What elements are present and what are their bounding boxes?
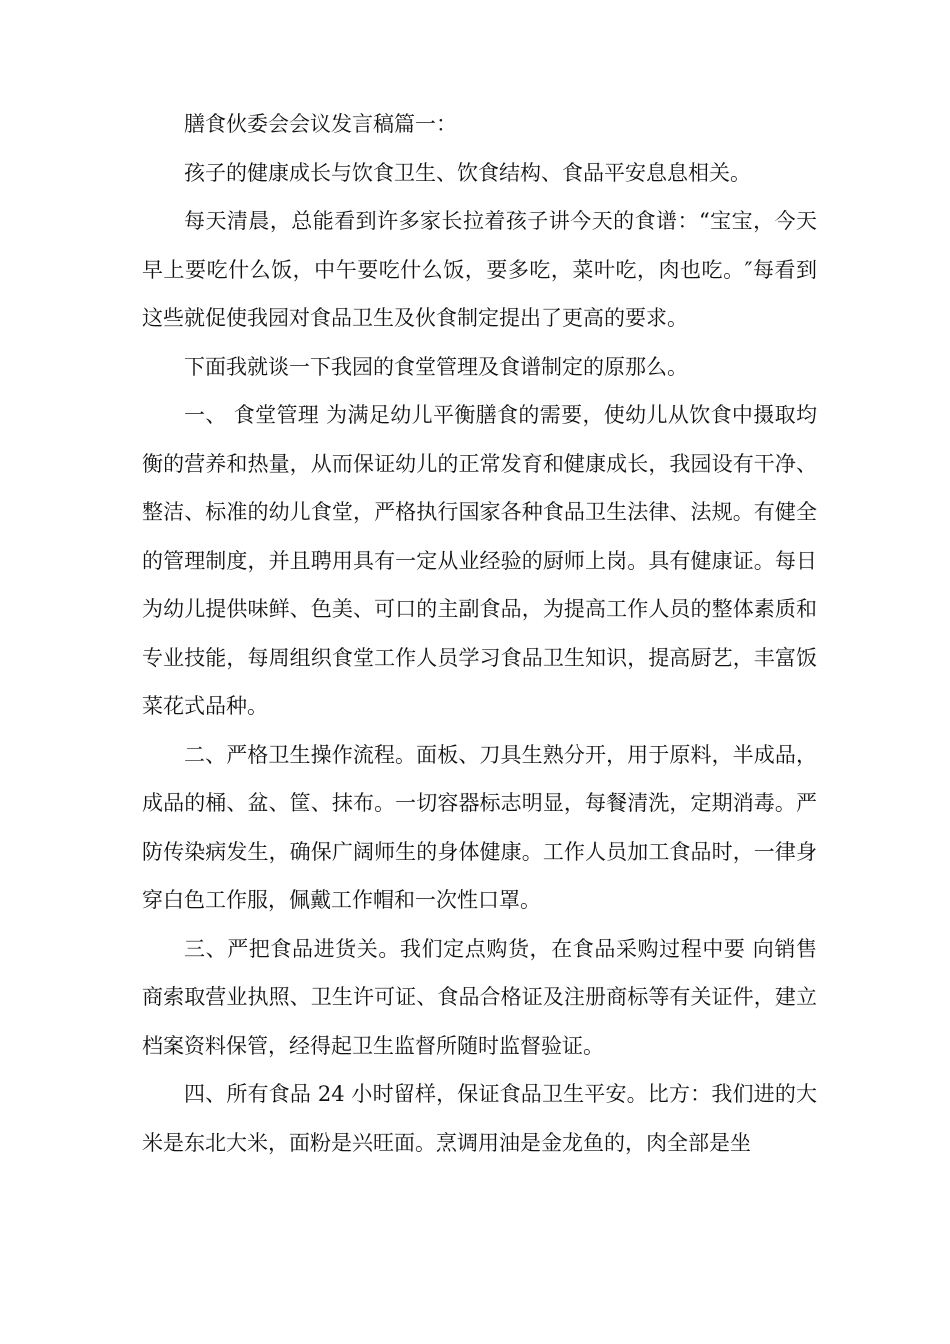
body-paragraph: 一、 食堂管理 为满足幼儿平衡膳食的需要，使幼儿从饮食中摄取均衡的营养和热量，从而保证幼儿的正常发育和健康成长，我园设有干净、整洁、标准的幼儿食堂，严格执行国家各种食品卫生法律、法规。有健全的管理制度，并且聘用具有一定从业经验的厨师上岗。具有健康证。每日为幼儿提供味鲜、色美、可口的主副食品，为提高工作人员的整体素质和专业技能，每周组织食堂工作人员学习食品卫生知识，提高厨艺，丰富饭菜花式品种。 <box>142 403 817 718</box>
body-paragraph: 下面我就谈一下我园的食堂管理及食谱制定的原那么。 <box>184 354 688 379</box>
document-body <box>142 100 817 1167</box>
body-paragraph: 四、所有食品 24 小时留样，保证食品卫生平安。比方：我们进的大米是东北大米，面粉是兴旺面。烹调用油是金龙鱼的，肉全部是坐 <box>142 1082 817 1155</box>
body-paragraph: 二、严格卫生操作流程。面板、刀具生熟分开，用于原料，半成品，成品的桶、盆、筐、抹布。一切容器标志明显，每餐清洗，定期消毒。严防传染病发生，确保广阔师生的身体健康。工作人员加工食品时，一律身穿白色工作服，佩戴工作帽和一次性口罩。 <box>142 742 817 912</box>
body-paragraph: 三、严把食品进货关。我们定点购货，在食品采购过程中要 向销售商索取营业执照、卫生许可证、食品合格证及注册商标等有关证件，建立档案资料保管，经得起卫生监督所随时监督验证。 <box>142 936 817 1058</box>
document-title-paragraph: 膳食伙委会会议发言稿篇一： <box>184 112 457 136</box>
body-paragraph: 孩子的健康成长与饮食卫生、饮食结构、食品平安息息相关。 <box>184 160 751 185</box>
body-paragraph: 每天清晨，总能看到许多家长拉着孩子讲今天的食谱：“宝宝，今天早上要吃什么饭，中午要吃什么饭，要多吃，菜叶吃，肉也吃。″每看到这些就促使我园对食品卫生及伙食制定提出了更高的要求。 <box>142 209 817 330</box>
